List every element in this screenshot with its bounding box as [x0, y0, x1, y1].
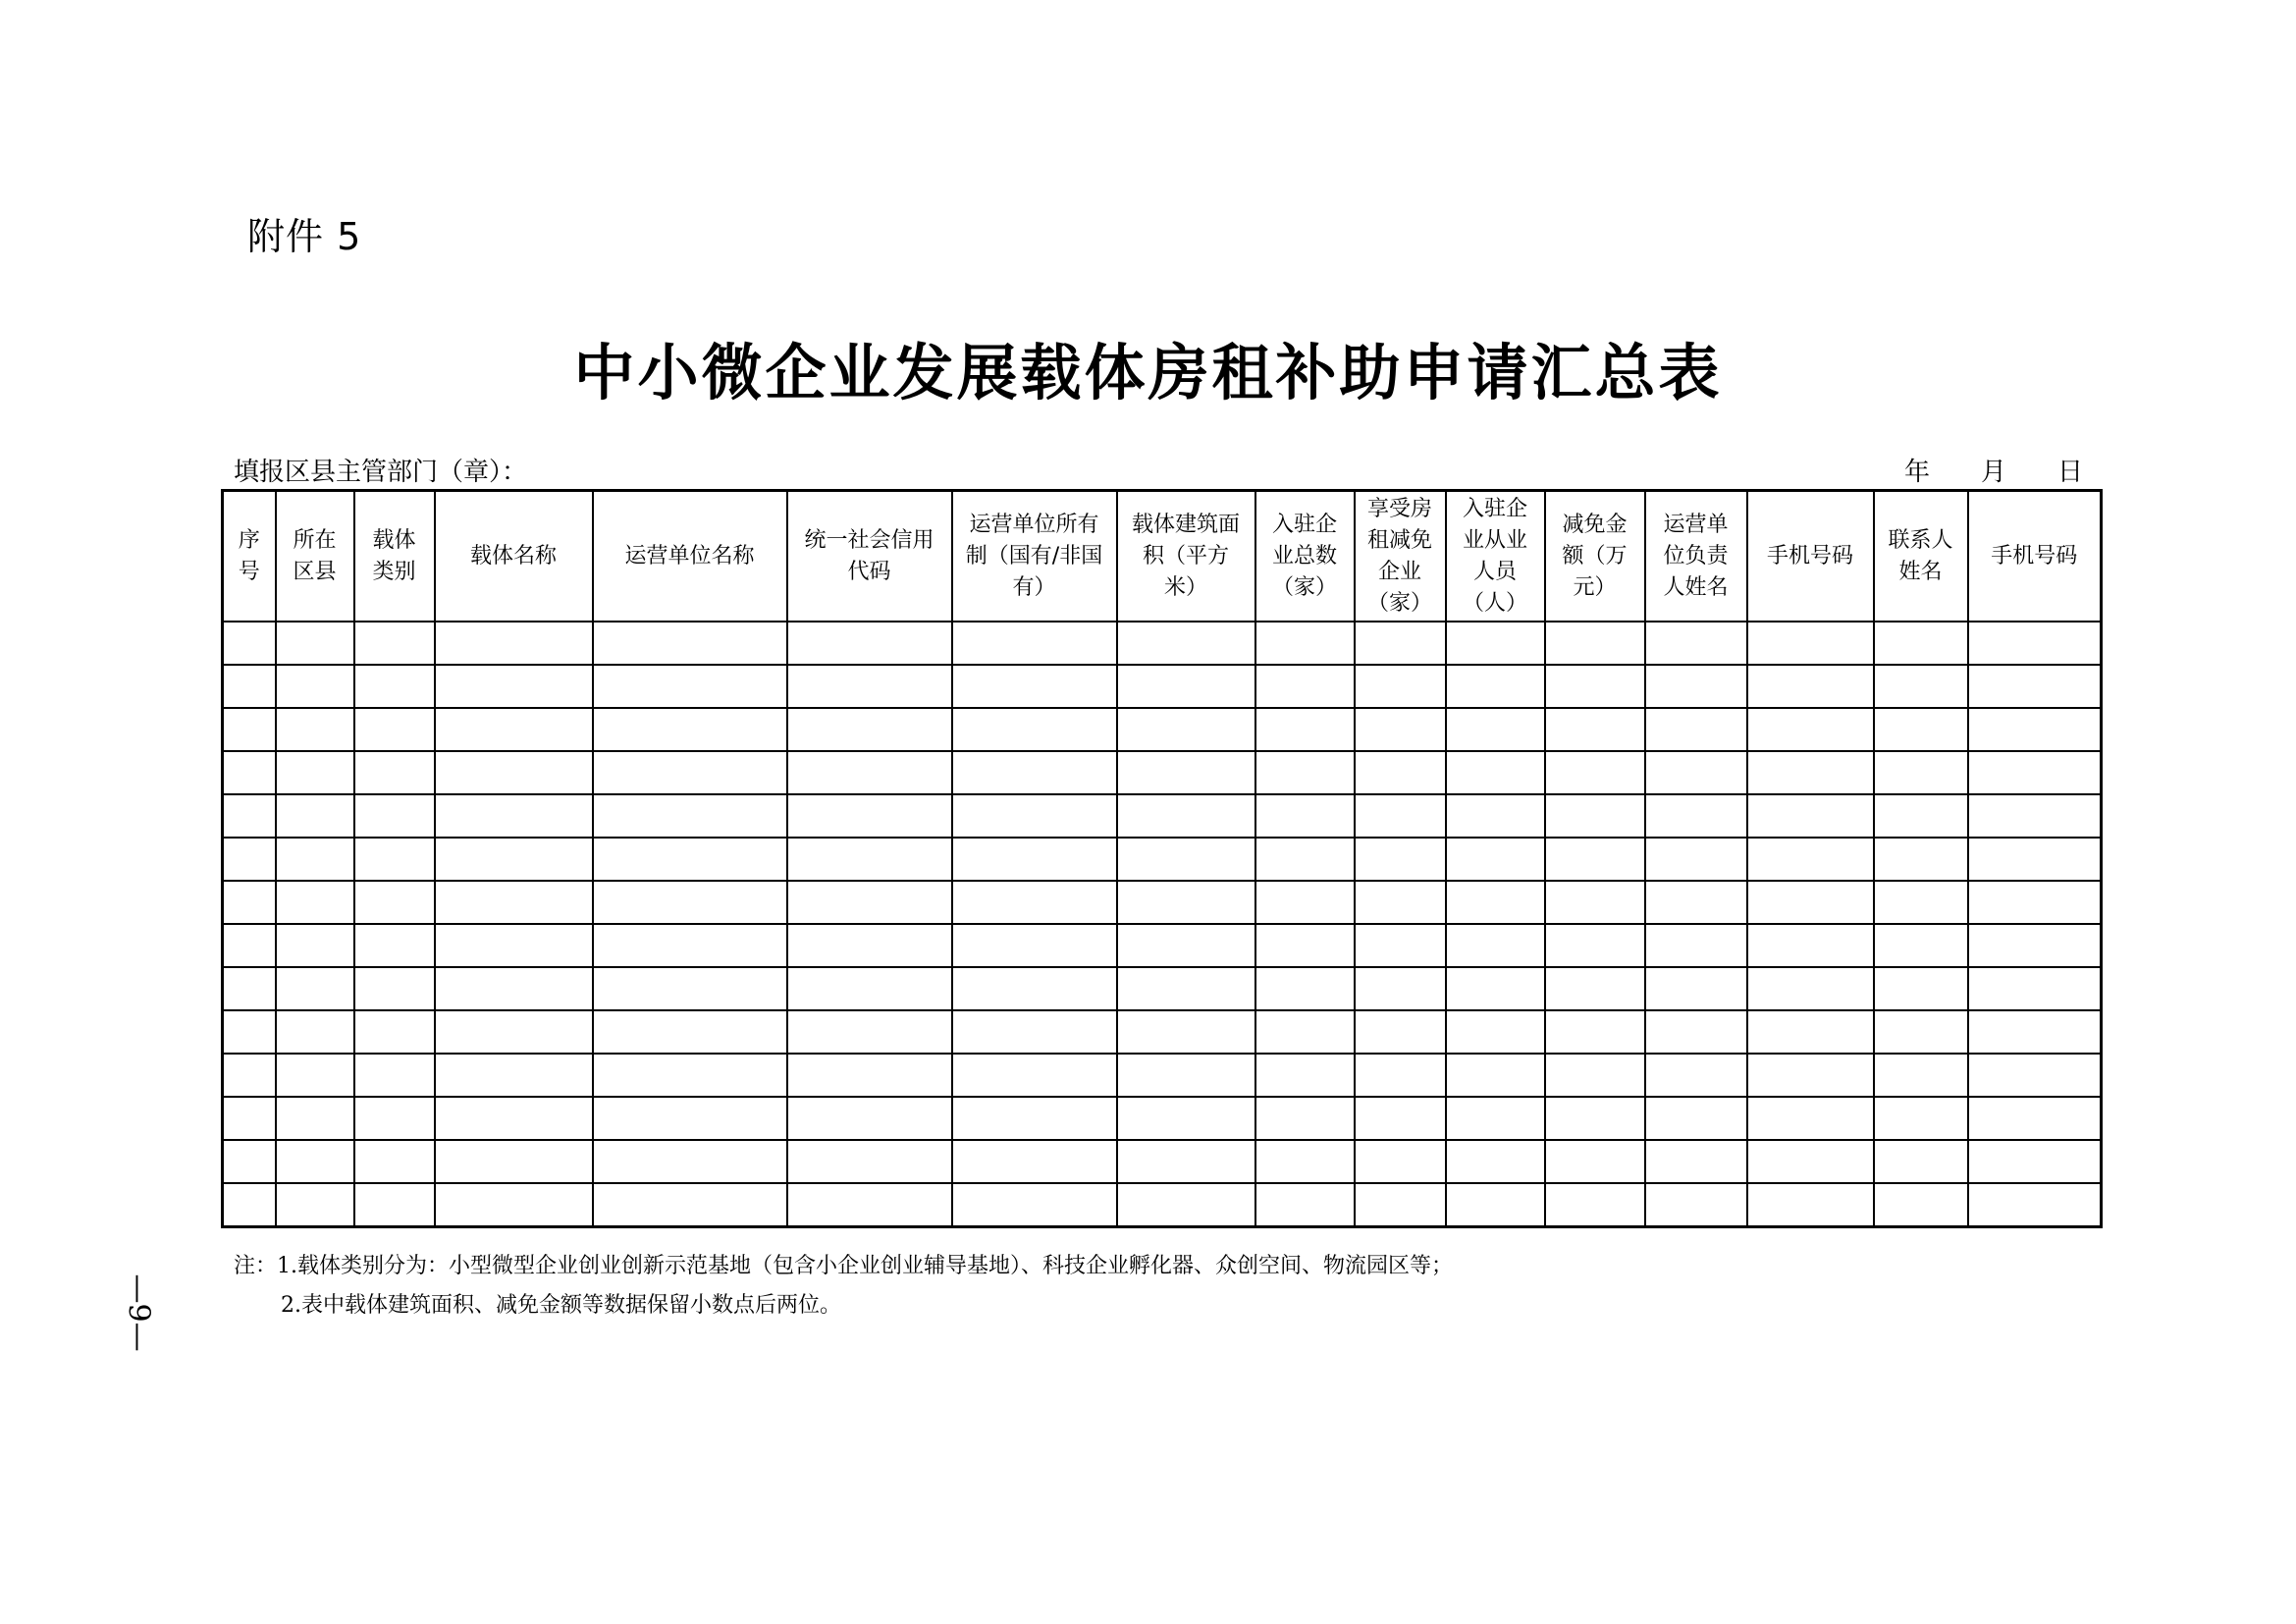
- table-cell: [223, 622, 276, 665]
- table-cell: [1747, 967, 1874, 1010]
- table-cell: [1747, 1010, 1874, 1054]
- table-cell: [1545, 838, 1645, 881]
- table-cell: [952, 1097, 1117, 1140]
- table-cell: [1355, 838, 1446, 881]
- table-cell: [354, 1097, 435, 1140]
- table-cell: [1117, 1140, 1255, 1183]
- table-cell: [593, 881, 787, 924]
- table-cell: [952, 967, 1117, 1010]
- table-cell: [952, 1183, 1117, 1227]
- table-cell: [354, 967, 435, 1010]
- table-cell: [952, 708, 1117, 751]
- table-cell: [435, 1010, 593, 1054]
- table-cell: [952, 665, 1117, 708]
- table-cell: [276, 1097, 354, 1140]
- table-row: [223, 1183, 2102, 1227]
- table-cell: [1747, 881, 1874, 924]
- table-cell: [1645, 794, 1747, 838]
- table-cell: [952, 838, 1117, 881]
- header-cell: 载体建筑面积（平方米）: [1117, 491, 1255, 623]
- table-cell: [1874, 838, 1968, 881]
- table-cell: [435, 881, 593, 924]
- table-cell: [1255, 1010, 1355, 1054]
- table-cell: [1355, 1097, 1446, 1140]
- table-cell: [1545, 924, 1645, 967]
- table-cell: [1645, 1054, 1747, 1097]
- table-cell: [1117, 838, 1255, 881]
- table-cell: [1747, 751, 1874, 794]
- table-cell: [1117, 924, 1255, 967]
- table-cell: [1355, 751, 1446, 794]
- table-cell: [593, 838, 787, 881]
- table-cell: [223, 838, 276, 881]
- table-cell: [593, 1097, 787, 1140]
- table-cell: [1747, 924, 1874, 967]
- table-cell: [276, 1140, 354, 1183]
- table-cell: [1355, 794, 1446, 838]
- table-cell: [1968, 751, 2102, 794]
- table-cell: [276, 708, 354, 751]
- table-cell: [593, 622, 787, 665]
- table-cell: [1545, 1054, 1645, 1097]
- table-cell: [1117, 794, 1255, 838]
- table-cell: [1355, 1140, 1446, 1183]
- table-cell: [1968, 881, 2102, 924]
- table-cell: [354, 1010, 435, 1054]
- table-cell: [1255, 708, 1355, 751]
- table-row: [223, 794, 2102, 838]
- table-cell: [593, 1054, 787, 1097]
- table-cell: [1545, 622, 1645, 665]
- document-title: 中小微企业发展载体房租补助申请汇总表: [573, 337, 1723, 408]
- table-cell: [787, 1054, 952, 1097]
- table-cell: [1747, 622, 1874, 665]
- table-cell: [1117, 1097, 1255, 1140]
- table-cell: [1355, 881, 1446, 924]
- table-cell: [1874, 622, 1968, 665]
- table-cell: [223, 1183, 276, 1227]
- table-row: [223, 967, 2102, 1010]
- header-cell: 减免金额（万元）: [1545, 491, 1645, 623]
- notes: [234, 1247, 1453, 1326]
- table-cell: [1874, 751, 1968, 794]
- table-cell: [276, 665, 354, 708]
- table-cell: [1255, 967, 1355, 1010]
- table-cell: [435, 1140, 593, 1183]
- table-cell: [593, 708, 787, 751]
- table-cell: [354, 1140, 435, 1183]
- date-month: 月: [1981, 458, 2007, 487]
- table-cell: [435, 1097, 593, 1140]
- table-cell: [223, 924, 276, 967]
- header-cell: 序号: [223, 491, 276, 623]
- table-cell: [1446, 622, 1545, 665]
- header-cell: 手机号码: [1747, 491, 1874, 623]
- table-cell: [354, 924, 435, 967]
- table-cell: [435, 708, 593, 751]
- header-cell: 运营单位所有制（国有/非国有）: [952, 491, 1117, 623]
- table-cell: [1545, 665, 1645, 708]
- table-cell: [1968, 622, 2102, 665]
- table-cell: [1255, 622, 1355, 665]
- table-cell: [593, 1140, 787, 1183]
- table-row: [223, 1010, 2102, 1054]
- table-cell: [952, 1140, 1117, 1183]
- table-header-row: [223, 491, 2102, 623]
- table-cell: [787, 1010, 952, 1054]
- table-cell: [354, 1183, 435, 1227]
- table-cell: [1355, 924, 1446, 967]
- table-cell: [1255, 665, 1355, 708]
- table-cell: [1968, 1010, 2102, 1054]
- table-cell: [1747, 708, 1874, 751]
- table-cell: [354, 665, 435, 708]
- table-cell: [593, 1183, 787, 1227]
- table-cell: [952, 751, 1117, 794]
- table-cell: [1255, 881, 1355, 924]
- table-cell: [787, 1097, 952, 1140]
- table-cell: [1446, 751, 1545, 794]
- table-cell: [435, 924, 593, 967]
- table-cell: [1747, 838, 1874, 881]
- table-cell: [354, 881, 435, 924]
- table-cell: [1874, 1010, 1968, 1054]
- table-cell: [223, 967, 276, 1010]
- table-cell: [1968, 665, 2102, 708]
- date-line: [1904, 452, 2083, 488]
- table-cell: [787, 708, 952, 751]
- table-cell: [1355, 1010, 1446, 1054]
- table-cell: [223, 1140, 276, 1183]
- page-number: —9—: [121, 1273, 156, 1352]
- table-cell: [1255, 751, 1355, 794]
- table-cell: [1747, 1054, 1874, 1097]
- table-cell: [593, 751, 787, 794]
- table-cell: [435, 622, 593, 665]
- table-cell: [1117, 751, 1255, 794]
- table-cell: [1968, 1140, 2102, 1183]
- table-cell: [1355, 622, 1446, 665]
- table-cell: [1545, 708, 1645, 751]
- header-cell: 入驻企业从业人员（人）: [1446, 491, 1545, 623]
- table-cell: [1446, 881, 1545, 924]
- table-cell: [1874, 1183, 1968, 1227]
- table-cell: [1117, 1010, 1255, 1054]
- table-cell: [1446, 1140, 1545, 1183]
- table-cell: [1968, 838, 2102, 881]
- table-cell: [435, 838, 593, 881]
- table-cell: [435, 665, 593, 708]
- header-cell: 载体名称: [435, 491, 593, 623]
- table-cell: [276, 622, 354, 665]
- table-cell: [1968, 1054, 2102, 1097]
- table-cell: [1355, 967, 1446, 1010]
- table-cell: [223, 1097, 276, 1140]
- table-cell: [435, 1183, 593, 1227]
- header-cell: 享受房租减免企业（家）: [1355, 491, 1446, 623]
- table-cell: [1874, 1140, 1968, 1183]
- table-cell: [354, 838, 435, 881]
- table-cell: [1645, 1140, 1747, 1183]
- table-cell: [787, 794, 952, 838]
- table-cell: [1355, 708, 1446, 751]
- table-cell: [354, 622, 435, 665]
- table-cell: [787, 924, 952, 967]
- table-cell: [1747, 1140, 1874, 1183]
- table-cell: [787, 751, 952, 794]
- table-cell: [952, 794, 1117, 838]
- header-cell: 入驻企业总数（家）: [1255, 491, 1355, 623]
- table-cell: [1645, 1010, 1747, 1054]
- table-cell: [952, 924, 1117, 967]
- table-cell: [787, 881, 952, 924]
- table-cell: [435, 794, 593, 838]
- table-cell: [1645, 924, 1747, 967]
- header-cell: 所在区县: [276, 491, 354, 623]
- table-cell: [223, 881, 276, 924]
- header-cell: 统一社会信用代码: [787, 491, 952, 623]
- table-cell: [1874, 967, 1968, 1010]
- table-cell: [1645, 1097, 1747, 1140]
- table-cell: [276, 881, 354, 924]
- table-cell: [276, 967, 354, 1010]
- table-cell: [1117, 665, 1255, 708]
- summary-table: [221, 489, 2103, 1228]
- table-cell: [1355, 665, 1446, 708]
- table-row: [223, 1140, 2102, 1183]
- table-row: [223, 881, 2102, 924]
- table-cell: [223, 1054, 276, 1097]
- header-cell: 手机号码: [1968, 491, 2102, 623]
- table-cell: [1968, 967, 2102, 1010]
- table-cell: [223, 1010, 276, 1054]
- table-cell: [593, 924, 787, 967]
- table-cell: [276, 794, 354, 838]
- table-cell: [1747, 665, 1874, 708]
- table-row: [223, 751, 2102, 794]
- note-line-2: 2.表中载体建筑面积、减免金额等数据保留小数点后两位。: [281, 1293, 841, 1318]
- table-body: [223, 622, 2102, 1227]
- table-cell: [276, 1054, 354, 1097]
- table-row: [223, 924, 2102, 967]
- table-cell: [354, 794, 435, 838]
- table-cell: [1446, 665, 1545, 708]
- table-cell: [1355, 1183, 1446, 1227]
- table-cell: [1645, 838, 1747, 881]
- table-cell: [1446, 794, 1545, 838]
- table-cell: [787, 1140, 952, 1183]
- filing-department-label: 填报区县主管部门（章）：: [234, 458, 528, 487]
- table-row: [223, 838, 2102, 881]
- table-cell: [1255, 838, 1355, 881]
- table-cell: [1255, 1097, 1355, 1140]
- table-cell: [1355, 1054, 1446, 1097]
- table-cell: [787, 838, 952, 881]
- table-cell: [1446, 1054, 1545, 1097]
- table-cell: [952, 1054, 1117, 1097]
- table-cell: [1874, 794, 1968, 838]
- table-cell: [1255, 1183, 1355, 1227]
- table-cell: [593, 967, 787, 1010]
- table-cell: [1645, 665, 1747, 708]
- table-cell: [787, 665, 952, 708]
- table-cell: [1446, 924, 1545, 967]
- table-cell: [354, 1054, 435, 1097]
- table-row: [223, 622, 2102, 665]
- header-cell: 联系人姓名: [1874, 491, 1968, 623]
- table-cell: [276, 838, 354, 881]
- table-cell: [1968, 924, 2102, 967]
- table-cell: [1117, 881, 1255, 924]
- table-cell: [1874, 924, 1968, 967]
- table-cell: [1255, 794, 1355, 838]
- table-cell: [1874, 1097, 1968, 1140]
- table-cell: [1645, 622, 1747, 665]
- table-row: [223, 708, 2102, 751]
- table-cell: [1645, 751, 1747, 794]
- table-cell: [1545, 967, 1645, 1010]
- table-cell: [435, 751, 593, 794]
- table-cell: [1645, 881, 1747, 924]
- table-cell: [1255, 924, 1355, 967]
- table-cell: [1968, 794, 2102, 838]
- table-cell: [223, 665, 276, 708]
- table-row: [223, 1097, 2102, 1140]
- table-cell: [1874, 665, 1968, 708]
- attachment-label: 附件 5: [247, 215, 362, 258]
- table-cell: [1545, 1140, 1645, 1183]
- table-cell: [354, 708, 435, 751]
- table-cell: [1255, 1054, 1355, 1097]
- table-cell: [1874, 881, 1968, 924]
- table-cell: [435, 1054, 593, 1097]
- table-cell: [223, 794, 276, 838]
- table-cell: [787, 1183, 952, 1227]
- table-row: [223, 665, 2102, 708]
- table-cell: [354, 751, 435, 794]
- table-cell: [1117, 1054, 1255, 1097]
- table-cell: [1968, 708, 2102, 751]
- table-cell: [1545, 794, 1645, 838]
- table-cell: [1545, 881, 1645, 924]
- table-cell: [593, 1010, 787, 1054]
- table-cell: [435, 967, 593, 1010]
- table-cell: [952, 622, 1117, 665]
- date-day: 日: [2057, 458, 2084, 487]
- table-cell: [223, 751, 276, 794]
- note-line-1: 注：1.载体类别分为：小型微型企业创业创新示范基地（包含小企业创业辅导基地）、科技企业孵化器、众创空间、物流园区等；: [234, 1254, 1453, 1278]
- table-cell: [1446, 708, 1545, 751]
- date-year: 年: [1904, 458, 1931, 487]
- table-cell: [1747, 1097, 1874, 1140]
- table-cell: [1747, 1183, 1874, 1227]
- table-cell: [1117, 708, 1255, 751]
- header-cell: 运营单位名称: [593, 491, 787, 623]
- header-cell: 运营单位负责人姓名: [1645, 491, 1747, 623]
- table-cell: [1446, 1183, 1545, 1227]
- table-cell: [1255, 1140, 1355, 1183]
- table-cell: [1545, 1010, 1645, 1054]
- table-cell: [276, 751, 354, 794]
- table-cell: [1545, 751, 1645, 794]
- table-cell: [223, 708, 276, 751]
- table-row: [223, 1054, 2102, 1097]
- table-cell: [1747, 794, 1874, 838]
- table-cell: [787, 967, 952, 1010]
- table-cell: [1117, 622, 1255, 665]
- table-cell: [1874, 708, 1968, 751]
- table-cell: [1645, 708, 1747, 751]
- table-cell: [593, 665, 787, 708]
- table-cell: [1645, 1183, 1747, 1227]
- table-cell: [1645, 967, 1747, 1010]
- table-cell: [952, 1010, 1117, 1054]
- table-cell: [276, 1183, 354, 1227]
- table-cell: [1545, 1183, 1645, 1227]
- table-cell: [1545, 1097, 1645, 1140]
- table-cell: [1117, 1183, 1255, 1227]
- table-cell: [1968, 1183, 2102, 1227]
- table-cell: [1446, 1097, 1545, 1140]
- table-cell: [593, 794, 787, 838]
- table-cell: [1968, 1097, 2102, 1140]
- table-cell: [1446, 967, 1545, 1010]
- header-cell: 载体类别: [354, 491, 435, 623]
- table-cell: [787, 622, 952, 665]
- table-cell: [276, 1010, 354, 1054]
- table-cell: [1446, 1010, 1545, 1054]
- table-cell: [1874, 1054, 1968, 1097]
- table-cell: [1446, 838, 1545, 881]
- table-cell: [952, 881, 1117, 924]
- table-cell: [276, 924, 354, 967]
- table-cell: [1117, 967, 1255, 1010]
